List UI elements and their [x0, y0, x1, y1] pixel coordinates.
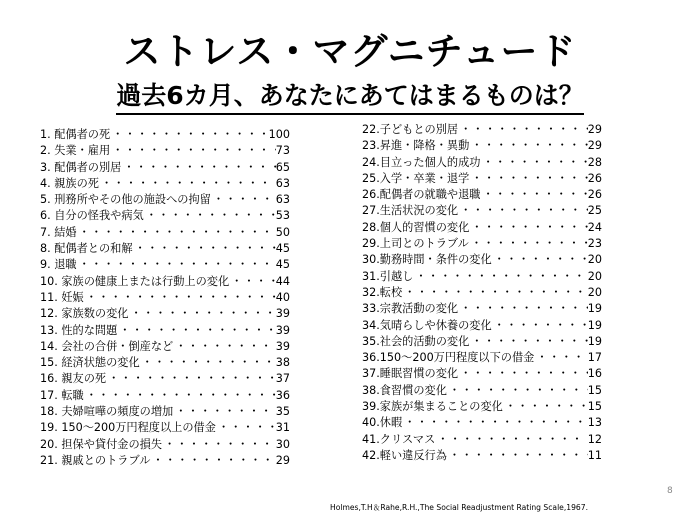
item-label: 9. 退職: [40, 258, 77, 272]
list-item: [362, 448, 602, 464]
list-item: [362, 285, 602, 301]
item-score: 44: [275, 274, 290, 288]
list-item: [362, 350, 602, 366]
item-label: 11. 妊娠: [40, 290, 84, 304]
item-label: 19. 150～200万円程度以上の借金: [40, 421, 216, 435]
item-score: 29: [587, 139, 602, 153]
item-label: 27.生活状況の変化: [362, 204, 459, 218]
item-score: 100: [268, 128, 290, 141]
list-item: [40, 290, 290, 306]
list-item: [40, 453, 290, 469]
item-score: 45: [275, 258, 290, 272]
list-item: [40, 257, 290, 273]
list-item: [362, 269, 602, 285]
item-score: 28: [587, 155, 602, 169]
list-item: [40, 127, 290, 143]
item-label: 41.クリスマス: [362, 432, 436, 446]
list-item: [362, 366, 602, 382]
item-score: 13: [587, 416, 602, 430]
item-score: 35: [275, 405, 290, 419]
dot-leader: [469, 171, 587, 187]
list-item: [40, 176, 290, 192]
dot-leader: [162, 437, 276, 453]
item-score: 15: [587, 383, 602, 397]
item-score: 50: [275, 225, 290, 239]
item-score: 45: [275, 242, 290, 256]
item-score: 63: [275, 176, 290, 190]
dot-leader: [110, 127, 268, 143]
dot-leader: [480, 155, 587, 171]
item-score: 19: [587, 302, 602, 316]
item-label: 36.150～200万円程度以下の借金: [362, 351, 535, 365]
item-label: 20. 担保や貸付金の損失: [40, 437, 163, 451]
dot-leader: [173, 339, 276, 355]
item-label: 30.勤務時間・条件の変化: [362, 253, 492, 267]
item-score: 65: [275, 160, 290, 174]
dot-leader: [458, 301, 588, 317]
dot-leader: [469, 236, 588, 252]
item-score: 30: [275, 437, 290, 451]
item-score: 19: [587, 318, 602, 332]
dot-leader: [402, 285, 588, 301]
list-item: [40, 241, 290, 257]
list-item: [362, 155, 602, 171]
dot-leader: [133, 241, 276, 257]
list-item: [362, 301, 602, 317]
item-score: 29: [275, 453, 290, 467]
item-score: 23: [587, 237, 602, 251]
page-number: 8: [667, 486, 673, 496]
dot-leader: [458, 203, 588, 219]
list-item: [362, 318, 602, 334]
dot-leader: [128, 306, 275, 322]
dot-leader: [211, 192, 276, 208]
dot-leader: [447, 383, 588, 399]
item-label: 1. 配偶者の死: [40, 128, 111, 141]
item-label: 37.睡眠習慣の変化: [362, 367, 459, 381]
dot-leader: [413, 269, 587, 285]
subtitle-container: [0, 80, 700, 115]
item-score: 24: [587, 220, 602, 234]
item-score: 25: [587, 204, 602, 218]
dot-leader: [84, 388, 276, 404]
list-item: [362, 334, 602, 350]
dot-leader: [77, 225, 276, 241]
list-item: [40, 355, 290, 371]
list-item: [40, 323, 290, 339]
dot-leader: [140, 355, 276, 371]
slide-title: ストレス・マグニチュード: [123, 30, 577, 73]
item-label: 23.昇進・降格・異動: [362, 139, 470, 153]
item-label: 17. 転職: [40, 388, 84, 402]
list-item: [40, 143, 290, 159]
item-label: 38.食習慣の変化: [362, 383, 447, 397]
list-item: [40, 192, 290, 208]
item-score: 38: [275, 356, 290, 370]
list-item: [362, 236, 602, 252]
item-score: 16: [587, 367, 602, 381]
item-label: 25.入学・卒業・退学: [362, 171, 470, 185]
item-score: 73: [275, 144, 290, 158]
list-item: [362, 415, 602, 431]
list-item: [40, 225, 290, 241]
item-label: 10. 家族の健康上または行動上の変化: [40, 274, 230, 288]
dot-leader: [77, 257, 276, 273]
item-label: 39.家族が集まることの変化: [362, 400, 503, 414]
list-item: [362, 203, 602, 219]
dot-leader: [534, 350, 587, 366]
dot-leader: [458, 122, 588, 138]
slide-subtitle: 過去6カ月、あなたにあてはまるものは？: [116, 80, 583, 115]
item-score: 36: [275, 388, 290, 402]
item-score: 26: [587, 188, 602, 202]
item-label: 21. 親戚とのトラブル: [40, 453, 151, 467]
item-label: 33.宗教活動の変化: [362, 302, 459, 316]
item-score: 29: [587, 123, 602, 136]
citation: Holmes,T.H＆Rahe,R.H.,The Social Readjustment Rating Scale,1967.: [330, 503, 589, 512]
list-item: [40, 274, 290, 290]
item-score: 20: [587, 269, 602, 283]
item-score: 63: [275, 193, 290, 207]
item-score: 20: [587, 253, 602, 267]
item-label: 31.引越し: [362, 269, 414, 283]
item-label: 34.気晴らしや休養の変化: [362, 318, 492, 332]
list-item: [362, 252, 602, 268]
dot-leader: [458, 366, 588, 382]
list-item: [40, 306, 290, 322]
item-score: 39: [275, 339, 290, 353]
right-item-list: [362, 122, 602, 464]
list-item: [40, 339, 290, 355]
item-score: 39: [275, 323, 290, 337]
item-label: 35.社会的活動の変化: [362, 334, 470, 348]
dot-leader: [121, 160, 275, 176]
dot-leader: [469, 220, 587, 236]
item-label: 32.転校: [362, 285, 403, 299]
item-score: 53: [275, 209, 290, 223]
list-item: [362, 399, 602, 415]
dot-leader: [229, 274, 276, 290]
item-label: 5. 刑務所やその他の施設への拘留: [40, 193, 211, 207]
item-label: 26.配偶者の就職や退職: [362, 188, 481, 202]
dot-leader: [144, 208, 276, 224]
dot-leader: [492, 252, 588, 268]
item-label: 8. 配偶者との和解: [40, 242, 133, 256]
item-label: 40.休暇: [362, 416, 403, 430]
item-label: 14. 会社の合併・倒産など: [40, 339, 174, 353]
item-label: 28.個人的習慣の変化: [362, 220, 470, 234]
list-item: [40, 404, 290, 420]
dot-leader: [480, 187, 587, 203]
list-item: [40, 371, 290, 387]
list-item: [362, 220, 602, 236]
item-label: 12. 家族数の変化: [40, 307, 129, 321]
item-score: 39: [275, 307, 290, 321]
list-item: [362, 122, 602, 138]
item-score: 17: [587, 351, 602, 365]
item-score: 20: [587, 285, 602, 299]
list-item: [40, 420, 290, 436]
dot-leader: [99, 176, 276, 192]
item-score: 12: [587, 432, 602, 446]
item-label: 24.目立った個人的成功: [362, 155, 481, 169]
item-label: 22.子どもとの別居: [362, 123, 459, 136]
item-label: 42.軽い違反行為: [362, 448, 447, 462]
dot-leader: [84, 290, 276, 306]
list-item: [40, 208, 290, 224]
item-label: 7. 結婚: [40, 225, 77, 239]
list-item: [40, 437, 290, 453]
item-label: 6. 自分の怪我や病気: [40, 209, 144, 223]
dot-leader: [106, 371, 276, 387]
dot-leader: [435, 432, 587, 448]
dot-leader: [110, 143, 276, 159]
list-item: [362, 432, 602, 448]
dot-leader: [150, 453, 275, 469]
item-score: 19: [587, 334, 602, 348]
list-item: [362, 171, 602, 187]
dot-leader: [117, 323, 275, 339]
dot-leader: [469, 138, 587, 154]
dot-leader: [447, 448, 588, 464]
list-item: [362, 187, 602, 203]
item-score: 26: [587, 171, 602, 185]
item-score: 37: [275, 372, 290, 386]
item-label: 4. 親族の死: [40, 176, 99, 190]
item-score: 31: [275, 421, 290, 435]
list-item: [40, 388, 290, 404]
item-label: 15. 経済状態の変化: [40, 356, 140, 370]
item-score: 11: [587, 448, 602, 462]
item-score: 40: [275, 290, 290, 304]
dot-leader: [503, 399, 588, 415]
item-label: 29.上司とのトラブル: [362, 237, 469, 251]
dot-leader: [469, 334, 587, 350]
list-item: [40, 160, 290, 176]
dot-leader: [173, 404, 276, 420]
dot-leader: [402, 415, 588, 431]
list-item: [362, 383, 602, 399]
item-label: 16. 親友の死: [40, 372, 107, 386]
left-item-list: [40, 127, 290, 469]
item-label: 18. 夫婦喧嘩の頻度の増加: [40, 405, 174, 419]
item-score: 15: [587, 400, 602, 414]
item-label: 13. 性的な問題: [40, 323, 118, 337]
item-label: 3. 配偶者の別居: [40, 160, 122, 174]
dot-leader: [216, 420, 276, 436]
dot-leader: [492, 318, 588, 334]
list-item: [362, 138, 602, 154]
item-label: 2. 失業・雇用: [40, 144, 111, 158]
